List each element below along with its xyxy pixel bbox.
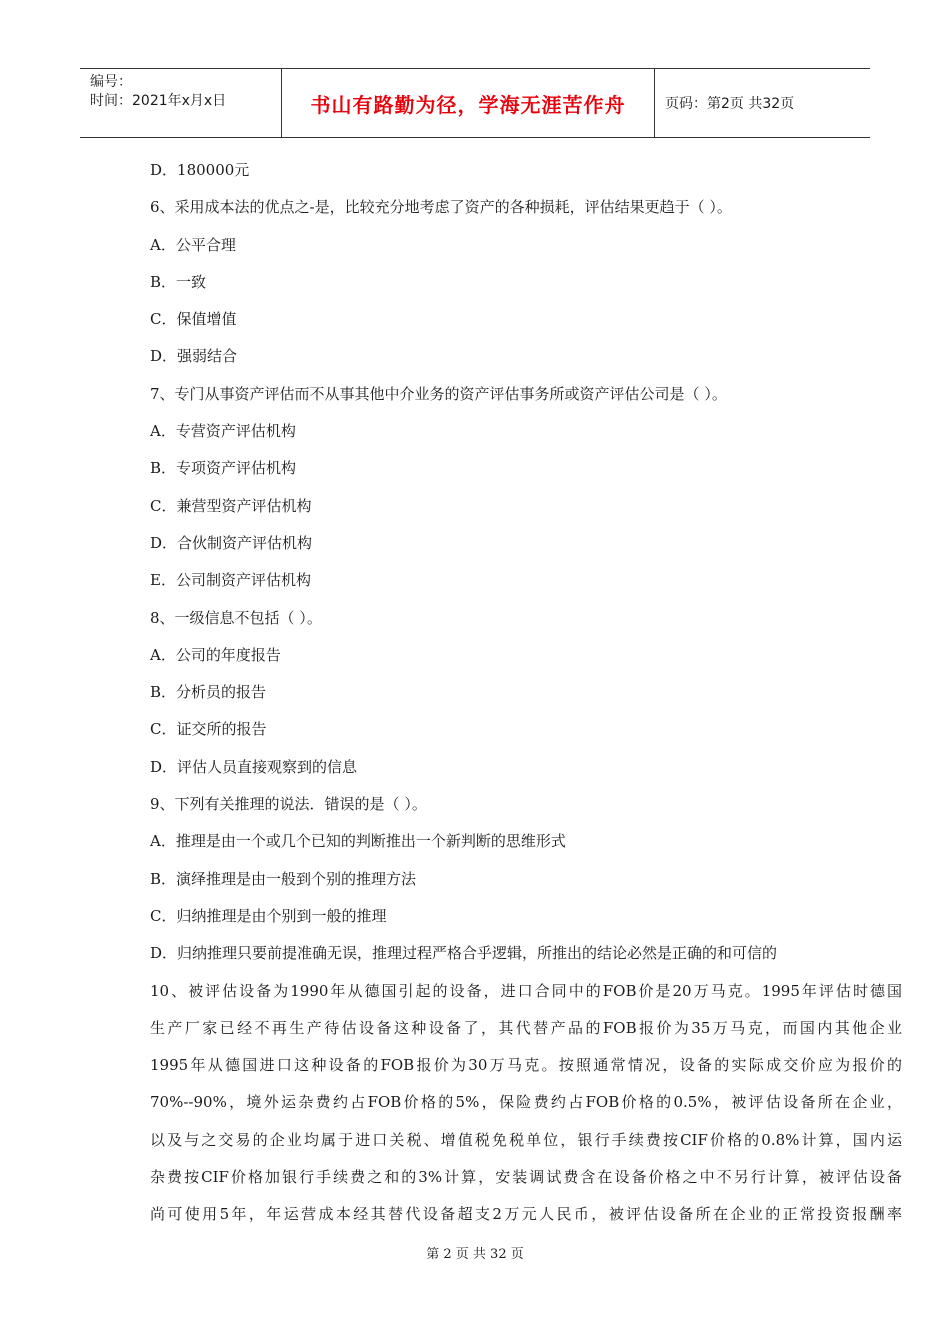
question-8: 8、一级信息不包括（ ）。: [150, 608, 322, 627]
serial-label: 编号：: [90, 74, 132, 90]
option-c-q9: C．归纳推理是由个别到一般的推理: [150, 906, 387, 925]
option-d-q9: D．归纳推理只要前提准确无误，推理过程严格合乎逻辑，所推出的结论必然是正确的和可信的: [150, 944, 778, 963]
option-c-q8: C．证交所的报告: [150, 720, 267, 739]
option-c-q6: C．保值增值: [150, 310, 237, 329]
option-a-q9: A．推理是由一个或几个已知的判断推出一个新判断的思维形式: [150, 832, 566, 851]
header-meta: [80, 69, 282, 137]
option-c-q7: C．兼营型资产评估机构: [150, 496, 312, 515]
option-b-q9: B．演绎推理是由一般到个别的推理方法: [150, 869, 417, 888]
question-10-line: 70%--90%，境外运杂费约占FOB价格的5%，保险费约占FOB价格的0.5%，被评估设备所在企业，: [150, 1093, 902, 1112]
header-page-info: [655, 69, 870, 137]
option-d-q6: D．强弱结合: [150, 347, 238, 366]
question-10-line: 生产厂家已经不再生产待估设备这种设备了，其代替产品的FOB报价为35万马克，而国内其他企业: [150, 1018, 902, 1037]
question-10-line: 杂费按CIF价格加银行手续费之和的3%计算，安装调试费含在设备价格之中不另行计算，被评估设备: [150, 1168, 902, 1187]
option-e-q7: E．公司制资产评估机构: [150, 571, 311, 590]
date-label: 时间：2021年x月x日: [90, 93, 227, 109]
option-a-q7: A．专营资产评估机构: [150, 422, 296, 441]
page-header: [80, 68, 870, 138]
option-b-q6: B．一致: [150, 272, 207, 291]
question-10-line: 尚可使用5年，年运营成本经其替代设备超支2万元人民币，被评估设备所在企业的正常投资报酬率: [150, 1205, 902, 1224]
question-10-line: 以及与之交易的企业均属于进口关税、增值税免税单位，银行手续费按CIF价格的0.8%计算，国内运: [150, 1130, 902, 1149]
question-10-line: 1995年从德国进口这种设备的FOB报价为30万马克。按照通常情况，设备的实际成交价应为报价的: [150, 1056, 902, 1075]
option-d-q7: D．合伙制资产评估机构: [150, 533, 313, 552]
option-b-q7: B．专项资产评估机构: [150, 459, 297, 478]
page-footer: 第 2 页 共 32 页: [426, 1247, 524, 1262]
question-10-line: 10、被评估设备为1990年从德国引起的设备，进口合同中的FOB价是20万马克。1995年评估时德国: [150, 981, 902, 1000]
header-motto-cell: [282, 69, 655, 137]
question-6: 6、采用成本法的优点之-是，比较充分地考虑了资产的各种损耗，评估结果更趋于（ ）。: [150, 198, 732, 217]
option-d-q8: D．评估人员直接观察到的信息: [150, 757, 358, 776]
motto-text: 书山有路勤为径，学海无涯苦作舟: [310, 92, 626, 117]
question-7: 7、专门从事资产评估而不从事其他中介业务的资产评估事务所或资产评估公司是（ ）。: [150, 384, 727, 403]
question-9: 9、下列有关推理的说法．错误的是（ ）。: [150, 795, 427, 814]
page-info-text: 页码：第2页 共32页: [665, 96, 795, 112]
option-b-q8: B．分析员的报告: [150, 683, 267, 702]
option-a-q8: A．公司的年度报告: [150, 645, 281, 664]
document-body: [150, 152, 902, 1234]
question-10: [150, 973, 902, 1234]
option-d-q5: D．180000元: [150, 161, 250, 179]
option-a-q6: A．公平合理: [150, 235, 236, 254]
